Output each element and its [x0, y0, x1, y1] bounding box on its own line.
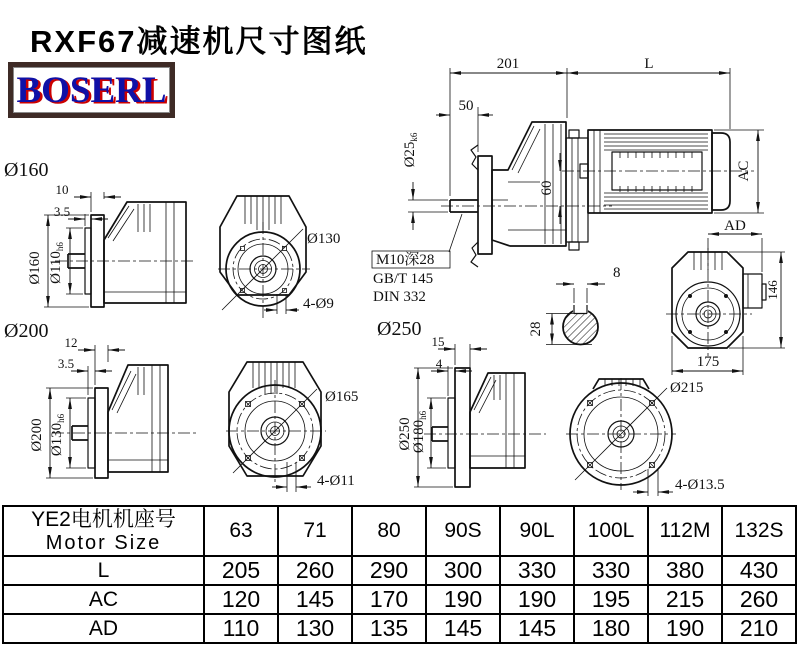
table-cell: 260 [278, 556, 352, 585]
section-label-flange250: Ø250 [377, 318, 422, 340]
dim-f200-outer: Ø200 [29, 418, 45, 452]
table-cell: 195 [574, 585, 648, 614]
table-cell: 180 [574, 614, 648, 643]
page-title: RXF67减速机尺寸图纸 [30, 24, 368, 59]
row-label-AD: AD [3, 614, 204, 643]
dim-50-label: 50 [458, 98, 474, 114]
dim-f250-bolt-circle: Ø215 [670, 380, 704, 396]
column-header-90L: 90L [500, 506, 574, 556]
dim-AC-label: AC [736, 160, 752, 182]
dim-f200-spigot: $Ø130_{h6}$ [49, 413, 66, 457]
dim-f200-holes: 4-Ø11 [317, 473, 355, 489]
dim-f160-thickness: 10 [55, 182, 69, 197]
table-cell: 300 [426, 556, 500, 585]
dim-f200-lip: 3.5 [57, 356, 75, 371]
logo-inner-frame [13, 67, 170, 113]
row-label-AC: AC [3, 585, 204, 614]
dim-60-label: 60 [539, 180, 555, 196]
note-din-label: DIN 332 [373, 289, 426, 305]
flange200-side-view [29, 335, 196, 478]
dim-175-label: 175 [696, 354, 720, 370]
note-tap-label: M10深28 [376, 252, 435, 268]
flange160-side-view [27, 182, 196, 307]
dim-shaft-label: $Ø25_{k6}$ [402, 132, 419, 168]
flange160-front-view [218, 196, 340, 320]
dim-f160-bolt-circle: Ø130 [307, 231, 341, 247]
dim-key-width-label: 8 [613, 265, 621, 281]
boserl-logo [8, 62, 175, 118]
table-row-AC [3, 585, 796, 614]
dim-f160-spigot: $Ø110_{h6}$ [48, 242, 65, 284]
table-cell: 190 [426, 585, 500, 614]
dim-146-label: 146 [765, 280, 780, 300]
dim-f250-thickness: 15 [431, 334, 445, 349]
table-cell: 120 [204, 585, 278, 614]
motor-dimension-table [2, 505, 797, 644]
table-cell: 290 [352, 556, 426, 585]
table-cell: 145 [500, 614, 574, 643]
dim-f250-lip: 4 [435, 356, 443, 371]
column-header-80: 80 [352, 506, 426, 556]
table-header-cn: YE2电机机座号 [31, 508, 176, 532]
section-label-flange200: Ø200 [4, 320, 49, 342]
flange250-front-view [566, 378, 725, 496]
table-cell: 205 [204, 556, 278, 585]
table-header-en: Motor Size [45, 531, 162, 554]
dim-f160-outer: Ø160 [27, 251, 43, 285]
table-cell: 145 [426, 614, 500, 643]
logo-text: BOSERL [16, 69, 167, 111]
flange250-side-view [397, 334, 546, 487]
table-cell: 110 [204, 614, 278, 643]
dim-f250-outer: Ø250 [397, 417, 413, 451]
table-cell: 215 [648, 585, 722, 614]
column-header-63: 63 [204, 506, 278, 556]
dim-AD-label: AD [724, 218, 746, 234]
note-gb-label: GB/T 145 [373, 271, 434, 287]
table-cell: 130 [278, 614, 352, 643]
dim-f250-holes: 4-Ø13.5 [675, 477, 725, 493]
table-cell: 145 [278, 585, 352, 614]
dim-f200-thickness: 12 [64, 335, 78, 350]
column-header-132S: 132S [722, 506, 796, 556]
keyway-detail-view [528, 265, 621, 345]
dim-f250-spigot: $Ø180_{h6}$ [411, 410, 428, 454]
dim-f160-lip: 3.5 [53, 204, 71, 219]
table-cell: 210 [722, 614, 796, 643]
table-cell: 330 [574, 556, 648, 585]
column-header-71: 71 [278, 506, 352, 556]
table-cell: 135 [352, 614, 426, 643]
column-header-112M: 112M [648, 506, 722, 556]
table-row-L [3, 556, 796, 585]
column-header-90S: 90S [426, 506, 500, 556]
table-cell: 380 [648, 556, 722, 585]
table-cell: 170 [352, 585, 426, 614]
dim-key-depth-label: 28 [528, 321, 544, 337]
table-header-motor-size [3, 506, 204, 556]
table-cell: 430 [722, 556, 796, 585]
table-cell: 330 [500, 556, 574, 585]
table-cell: 190 [648, 614, 722, 643]
table-cell: 190 [500, 585, 574, 614]
section-label-flange160: Ø160 [4, 159, 49, 181]
dim-f160-holes: 4-Ø9 [303, 296, 334, 312]
table-row-AD [3, 614, 796, 643]
column-header-100L: 100L [574, 506, 648, 556]
dim-f200-bolt-circle: Ø165 [325, 389, 359, 405]
main-assembly-view [372, 56, 764, 305]
table-cell: 260 [722, 585, 796, 614]
dim-201-label: 201 [496, 56, 520, 72]
dim-L-label: L [644, 56, 654, 72]
row-label-L: L [3, 556, 204, 585]
rear-view [666, 218, 785, 375]
flange200-front-view [226, 362, 358, 492]
